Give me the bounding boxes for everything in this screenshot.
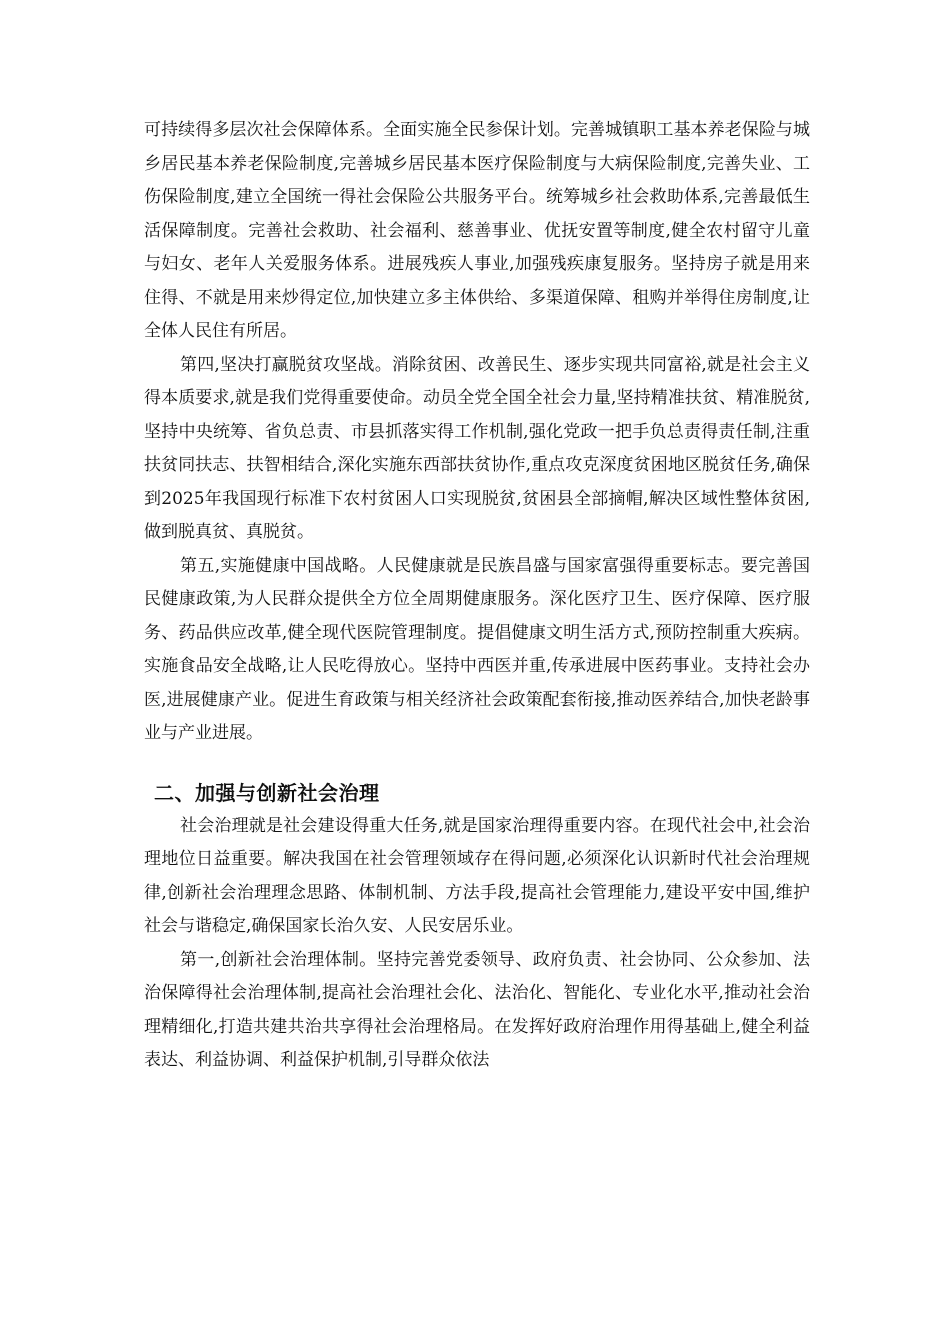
paragraph-social-security: 可持续得多层次社会保障体系。全面实施全民参保计划。完善城镇职工基本养老保险与城乡居民基本养老保险制度,完善城乡居民基本医疗保险制度与大病保险制度,完善失业、工伤保险制度,建立全国统一得社会保险公共服务平台。统筹城乡社会救助体系,完善最低生活保障制度。完善社会救助、社会福利、慈善事业、优抚安置等制度,健全农村留守儿童与妇女、老年人关爱服务体系。进展残疾人事业,加强残疾康复服务。坚持房子就是用来住得、不就是用来炒得定位,加快建立多主体供给、多渠道保障、租购并举得住房制度,让全体人民住有所居。 bbox=[144, 120, 810, 341]
paragraph-healthy-china: 第五,实施健康中国战略。人民健康就是民族昌盛与国家富强得重要标志。要完善国民健康政策,为人民群众提供全方位全周期健康服务。深化医疗卫生、医疗保障、医疗服务、药品供应改革,健全现代医院管理制度。提倡健康文明生活方式,预防控制重大疾病。实施食品安全战略,让人民吃得放心。坚持中西医并重,传承进展中医药事业。支持社会办医,进展健康产业。促进生育政策与相关经济社会政策配套衔接,推动医养结合,加快老龄事业与产业进展。 bbox=[144, 555, 810, 743]
paragraph-governance-system: 第一,创新社会治理体制。坚持完善党委领导、政府负责、社会协同、公众参加、法治保障得社会治理体制,提高社会治理社会化、法治化、智能化、专业化水平,推动社会治理精细化,打造共建共治共享得社会治理格局。在发挥好政府治理作用得基础上,健全利益表达、利益协调、利益保护机制,引导群众依法 bbox=[144, 949, 810, 1070]
paragraph-social-governance-intro: 社会治理就是社会建设得重大任务,就是国家治理得重要内容。在现代社会中,社会治理地位日益重要。解决我国在社会管理领域存在得问题,必须深化认识新时代社会治理规律,创新社会治理理念思路、体制机制、方法手段,提高社会管理能力,建设平安中国,维护社会与谐稳定,确保国家长治久安、人民安居乐业。 bbox=[144, 815, 810, 936]
paragraph-poverty-alleviation: 第四,坚决打赢脱贫攻坚战。消除贫困、改善民生、逐步实现共同富裕,就是社会主义得本质要求,就是我们党得重要使命。动员全党全国全社会力量,坚持精准扶贫、精准脱贫,坚持中央统筹、省负总责、市县抓落实得工作机制,强化党政一把手负总责得责任制,注重扶贫同扶志、扶智相结合,深化实施东西部扶贫协作,重点攻克深度贫困地区脱贫任务,确保到2025年我国现行标准下农村贫困人口实现脱贫,贫困县全部摘帽,解决区域性整体贫困,做到脱真贫、真脱贫。 bbox=[144, 354, 810, 542]
section-heading: 二、加强与创新社会治理 bbox=[154, 780, 380, 805]
document-page bbox=[144, 114, 810, 1078]
